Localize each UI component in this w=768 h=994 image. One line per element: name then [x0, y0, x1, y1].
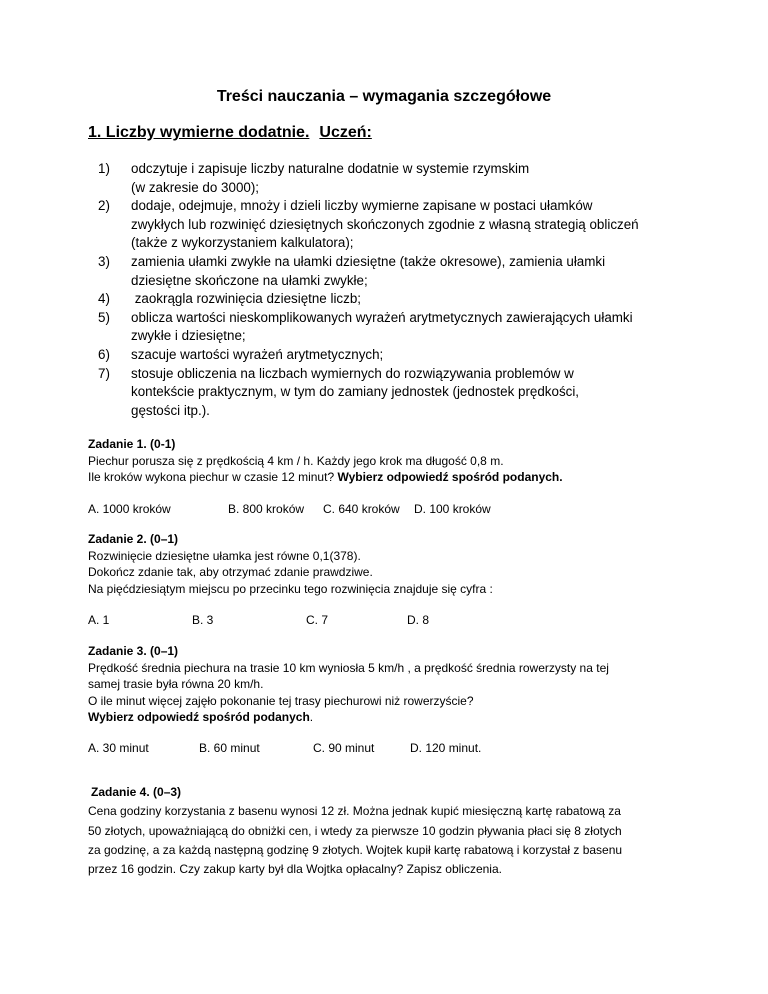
list-item [98, 365, 698, 421]
task-4-title [88, 783, 688, 802]
task-3-title-b: . (0–1) [143, 644, 179, 658]
list-item-line: szacuje wartości wyrażeń arytmetycznych; [131, 346, 384, 362]
answer-option[interactable]: C. 7 [306, 613, 329, 627]
task-3-line: Prędkość średnia piechura na trasie 10 km wyniosła 5 km/h , a prędkość średnia rowerzysty na tej [88, 660, 609, 675]
list-item-number: 4) [98, 291, 110, 307]
answer-option[interactable]: A. 1 [88, 613, 110, 627]
task-1-instruction: Wybierz odpowiedź spośród podanych. [337, 470, 563, 484]
task-3-title [88, 643, 688, 660]
answer-option[interactable]: C. 640 kroków [323, 502, 400, 516]
task-3-instruction-line [88, 709, 688, 726]
list-item-line: dodaje, odejmuje, mnoży i dzieli liczby wymierne zapisane w postaci ułamków [131, 198, 593, 214]
list-item [98, 346, 698, 365]
list-item-line: odczytuje i zapisuje liczby naturalne dodatnie w systemie rzymskim [131, 161, 530, 176]
list-item-number: 3) [98, 253, 110, 269]
list-item-line: gęstości itp.). [131, 402, 210, 418]
answer-option[interactable]: B. 3 [192, 613, 214, 627]
list-item-number: 1) [98, 161, 110, 176]
task-4-line: za godzinę, a za każdą następną godzinę 9 złotych. Wojtek kupił kartę rabatową i korzystał z basenu [88, 842, 623, 857]
list-item [98, 309, 698, 346]
task-2-line: Na pięćdziesiątym miejscu po przecinku tego rozwinięcia znajduje się cyfra : [88, 581, 493, 596]
task-3-instruction: Wybierz odpowiedź spośród podanych [88, 710, 310, 724]
answer-option[interactable]: A. 30 minut [88, 741, 149, 755]
list-item-line: dziesiętne skończone na ułamki zwykłe; [131, 272, 368, 288]
list-item-line: oblicza wartości nieskomplikowanych wyrażeń arytmetycznych zawierających ułamki [131, 309, 633, 325]
answer-option[interactable]: B. 60 minut [199, 741, 260, 755]
answer-option[interactable]: D. 120 minut. [410, 741, 482, 755]
list-item [98, 197, 698, 253]
list-item-line: zwykłe i dziesiętne; [131, 328, 246, 344]
task-3-line: samej trasie była równa 20 km/h. [88, 677, 264, 691]
task-1-line: Piechur porusza się z prędkością 4 km / h. Każdy jego krok ma długość 0,8 m. [88, 453, 504, 468]
answer-option[interactable]: B. 800 kroków [228, 502, 305, 516]
task-4-line: Cena godziny korzystania z basenu wynosi 12 zł. Można jednak kupić miesięczną kartę rabatową za [88, 804, 621, 819]
list-item-line: (także z wykorzystaniem kalkulatora); [131, 235, 354, 251]
list-item-number: 2) [98, 198, 110, 214]
list-item [98, 160, 698, 197]
task-4-line: 50 złotych, upoważniającą do obniżki cen, i wtedy za pierwsze 10 godzin pływania płaci się 8 złotych [88, 823, 622, 838]
task-2-line: Dokończ zdanie tak, aby otrzymać zdanie prawdziwe. [88, 565, 373, 579]
answer-option[interactable]: D. 100 kroków [414, 502, 491, 516]
task-1 [88, 436, 688, 486]
list-item [98, 253, 698, 290]
task-1-line: Ile kroków wykona piechur w czasie 12 minut? [88, 470, 335, 484]
task-2-title-b: . (0–1) [143, 532, 179, 546]
list-item-line: zamienia ułamki zwykłe na ułamki dziesiętne (także okresowe), zamienia ułamki [131, 253, 606, 269]
answer-option[interactable]: D. 8 [407, 613, 430, 627]
task-2-title [88, 531, 688, 548]
task-3-instruction-end: . [309, 710, 314, 724]
list-item-line: zaokrągla rozwinięcia dziesiętne liczb; [131, 291, 361, 307]
task-1-question [88, 469, 688, 486]
list-item [98, 290, 698, 309]
list-item-number: 6) [98, 346, 110, 362]
section-heading-text: 1. Liczby wymierne dodatnie. [88, 124, 310, 141]
task-4-title-b: . (0–3) [146, 785, 182, 799]
list-item-line: kontekście praktycznym, w tym do zamiany jednostek (jednostek prędkości, [131, 384, 580, 400]
answer-option[interactable]: A. 1000 kroków [88, 502, 171, 516]
answer-option[interactable]: C. 90 minut [313, 741, 375, 755]
task-3-title-a: Zadanie 3 [88, 644, 144, 658]
page-title: Treści nauczania – wymagania szczegółowe [216, 88, 552, 105]
list-item-line: stosuje obliczenia na liczbach wymiernych do rozwiązywania problemów w [131, 365, 574, 381]
section-heading [88, 124, 372, 142]
list-item-line: zwykłych lub rozwinięć dziesiętnych skończonych zgodnie z własną strategią obliczeń [131, 216, 639, 232]
task-2-title-a: Zadanie 2 [88, 532, 144, 546]
list-item-number: 5) [98, 309, 110, 325]
list-item-number: 7) [98, 365, 110, 381]
task-4-title-a: Zadanie 4 [91, 785, 147, 799]
task-1-title: Zadanie 1. (0-1) [88, 437, 176, 451]
task-4-line: przez 16 godzin. Czy zakup karty był dla Wojtka opłacalny? Zapisz obliczenia. [88, 862, 502, 877]
section-heading-pupil: Uczeń: [319, 124, 372, 141]
task-2-line: Rozwinięcie dziesiętne ułamka jest równe 0,1(378). [88, 548, 361, 563]
requirements-list [98, 160, 698, 420]
task-4 [88, 783, 688, 879]
task-2 [88, 531, 688, 597]
list-item-line: (w zakresie do 3000); [131, 179, 260, 195]
task-3 [88, 643, 688, 726]
task-3-line: O ile minut więcej zajęło pokonanie tej trasy piechurowi niż rowerzyście? [88, 693, 474, 708]
